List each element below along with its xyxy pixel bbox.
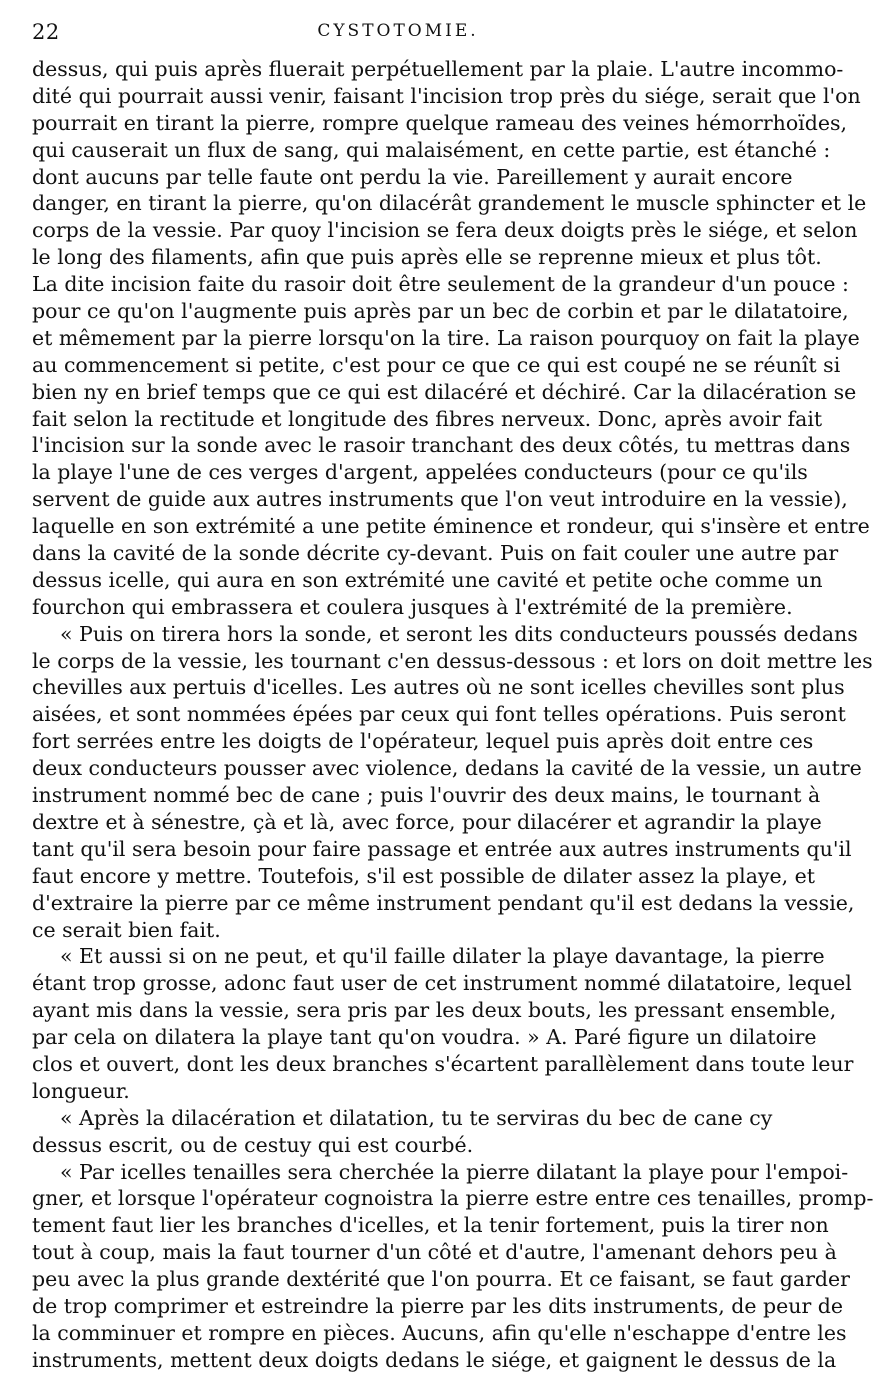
text-line: la playe l'une de ces verges d'argent, appelées conducteurs (pour ce qu'ils bbox=[32, 460, 808, 485]
paragraph-start-line: « Après la dilacération et dilatation, tu te serviras du bec de cane cy bbox=[60, 1105, 773, 1130]
paragraph-start-line: « Par icelles tenailles sera cherchée la pierre dilatant la playe pour l'empoi- bbox=[60, 1159, 849, 1184]
text-line: La dite incision faite du rasoir doit être seulement de la grandeur d'un pouce : bbox=[32, 272, 849, 297]
text-line: étant trop grosse, adonc faut user de cet instrument nommé dilatatoire, lequel bbox=[32, 971, 852, 996]
running-head bbox=[32, 20, 764, 54]
text-line: faut encore y mettre. Toutefois, s'il est possible de dilater assez la playe, et bbox=[32, 863, 816, 888]
text-line: qui causerait un flux de sang, qui malaisément, en cette partie, est étanché : bbox=[32, 137, 831, 162]
paragraph-start-line: « Et aussi si on ne peut, et qu'il faille dilater la playe davantage, la pierre bbox=[60, 944, 825, 969]
text-line: le corps de la vessie, les tournant c'en dessus-dessous : et lors on doit mettre les bbox=[32, 648, 873, 673]
text-line: instrument nommé bec de cane ; puis l'ouvrir des deux mains, le tournant à bbox=[32, 783, 821, 808]
text-line: dessus icelle, qui aura en son extrémité une cavité et petite oche comme un bbox=[32, 567, 823, 592]
text-line: dont aucuns par telle faute ont perdu la vie. Pareillement y aurait encore bbox=[32, 164, 793, 189]
text-line: et mêmement par la pierre lorsqu'on la tire. La raison pourquoy on fait la playe bbox=[32, 325, 860, 350]
text-line: la comminuer et rompre en pièces. Aucuns, afin qu'elle n'eschappe d'entre les bbox=[32, 1320, 847, 1345]
text-line: laquelle en son extrémité a une petite éminence et rondeur, qui s'insère et entre bbox=[32, 514, 870, 539]
text-line: gner, et lorsque l'opérateur cognoistra la pierre estre entre ces tenailles, promp- bbox=[32, 1186, 873, 1211]
text-line: dité qui pourrait aussi venir, faisant l'incision trop près du siége, serait que l'on bbox=[32, 83, 861, 108]
running-title: CYSTOTOMIE. bbox=[317, 21, 479, 41]
text-line: deux conducteurs pousser avec violence, dedans la cavité de la vessie, un autre bbox=[32, 756, 862, 781]
paragraph-end-line: longueur. bbox=[32, 1078, 130, 1103]
text-line: bien ny en brief temps que ce qui est dilacéré et déchiré. Car la dilacération se bbox=[32, 379, 857, 404]
text-line: clos et ouvert, dont les deux branches s'écartent parallèlement dans toute leur bbox=[32, 1051, 854, 1076]
text-line: dessus, qui puis après fluerait perpétuellement par la plaie. L'autre incommo- bbox=[32, 57, 844, 81]
text-line: tant qu'il sera besoin pour faire passage et entrée aux autres instruments qu'il bbox=[32, 836, 852, 861]
text-line: instruments, mettent deux doigts dedans le siége, et gaignent le dessus de la bbox=[32, 1347, 837, 1372]
text-line: fort serrées entre les doigts de l'opérateur, lequel puis après doit entre ces bbox=[32, 729, 814, 754]
paragraph-end-line: fourchon qui embrassera et coulera jusques à l'extrémité de la première. bbox=[32, 594, 793, 619]
body-text bbox=[32, 56, 873, 1374]
text-line: corps de la vessie. Par quoy l'incision se fera deux doigts près le siége, et selon bbox=[32, 218, 858, 243]
text-line: l'incision sur la sonde avec le rasoir tranchant des deux côtés, tu mettras dans bbox=[32, 433, 851, 458]
text-line: d'extraire la pierre par ce même instrument pendant qu'il est dedans la vessie, bbox=[32, 890, 855, 915]
paragraph-end-line: dessus escrit, ou de cestuy qui est courbé. bbox=[32, 1132, 474, 1157]
text-line: pourrait en tirant la pierre, rompre quelque rameau des veines hémorrhoïdes, bbox=[32, 110, 848, 135]
text-line: tement faut lier les branches d'icelles, et la tenir fortement, puis la tirer non bbox=[32, 1213, 829, 1238]
paragraph-start-line: « Puis on tirera hors la sonde, et seront les dits conducteurs poussés dedans bbox=[60, 621, 858, 646]
text-line: tout à coup, mais la faut tourner d'un côté et d'autre, l'amenant dehors peu à bbox=[32, 1240, 837, 1265]
text-line: par cela on dilatera la playe tant qu'on voudra. » A. Paré figure un dilatoire bbox=[32, 1025, 817, 1050]
text-line: aisées, et sont nommées épées par ceux qui font telles opérations. Puis seront bbox=[32, 702, 846, 727]
text-line: le long des filaments, afin que puis après elle se reprenne mieux et plus tôt. bbox=[32, 245, 822, 270]
text-line: dextre et à sénestre, çà et là, avec force, pour dilacérer et agrandir la playe bbox=[32, 809, 822, 834]
text-line: danger, en tirant la pierre, qu'on dilacérât grandement le muscle sphincter et le bbox=[32, 191, 867, 216]
text-line: peu avec la plus grande dextérité que l'on pourra. Et ce faisant, se faut garder bbox=[32, 1267, 850, 1292]
text-line: pour ce qu'on l'augmente puis après par un bec de corbin et par le dilatatoire, bbox=[32, 299, 849, 324]
text-line: de trop comprimer et estreindre la pierre par les dits instruments, de peur de bbox=[32, 1293, 844, 1318]
text-line: ayant mis dans la vessie, sera pris par les deux bouts, les pressant ensemble, bbox=[32, 998, 837, 1023]
text-line: au commencement si petite, c'est pour ce que ce qui est coupé ne se réunît si bbox=[32, 352, 841, 377]
text-line: dans la cavité de la sonde décrite cy-devant. Puis on fait couler une autre par bbox=[32, 541, 839, 566]
text-line: fait selon la rectitude et longitude des fibres nerveux. Donc, après avoir fait bbox=[32, 406, 823, 431]
text-line: chevilles aux pertuis d'icelles. Les autres où ne sont icelles chevilles sont plus bbox=[32, 675, 845, 700]
text-line: servent de guide aux autres instruments que l'on veut introduire en la vessie), bbox=[32, 487, 848, 512]
paragraph-end-line: ce serait bien fait. bbox=[32, 917, 221, 942]
page-number: 22 bbox=[32, 20, 60, 44]
